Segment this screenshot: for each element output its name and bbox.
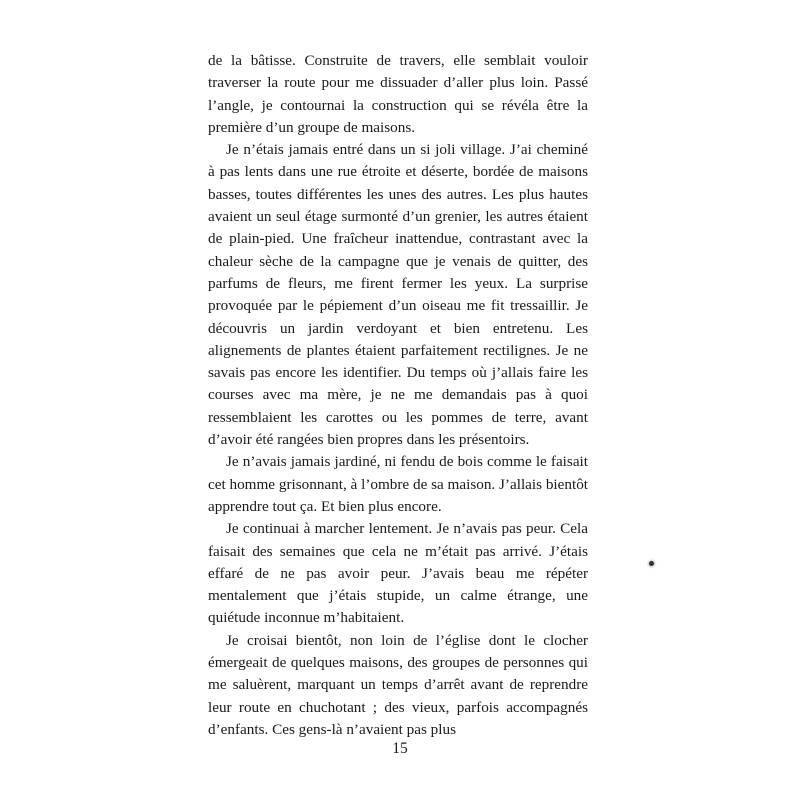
paragraph-2: Je n’étais jamais entré dans un si joli village. J’ai cheminé à pas lents dans une rue étroite et déserte, bordée de maisons basses, toutes différentes les unes des autres. Les plus hautes avaient un seul étage surmonté d’un grenier, les autres étaient de plain-pied. Une fraîcheur inattendue, contrastant avec la chaleur sèche de la campagne que je venais de quitter, des parfums de fleurs, me firent fermer les yeux. La surprise provoquée par le pépiement d’un oiseau me fit tressaillir. Je découvris un jardin verdoyant et bien entretenu. Les alignements de plantes étaient parfaitement rectilignes. Je ne savais pas encore les identifier. Du temps où j’allais faire les courses avec ma mère, je ne me demandais pas à quoi ressemblaient les carottes ou les pommes de terre, avant d’avoir été rangées bien propres dans les présentoirs. [208, 141, 588, 449]
paragraph-3: Je n’avais jamais jardiné, ni fendu de bois comme le faisait cet homme grisonnant, à l’ombre de sa maison. J’allais bientôt apprendre tout ça. Et bien plus encore. [208, 453, 589, 515]
ink-speck [649, 561, 654, 566]
paragraph-4: Je continuai à marcher lentement. Je n’avais pas peur. Cela faisait des semaines que cela ne m’était pas arrivé. J’étais effaré de ne pas avoir peur. J’avais beau me répéter mentalement que j’étais stupide, un calme étrange, une quiétude inconnue m’habitaient. [208, 520, 588, 627]
page-number: 15 [392, 740, 408, 757]
body-text [208, 50, 588, 741]
paragraph-5: Je croisai bientôt, non loin de l’église dont le clocher émergeait de quelques maisons, des groupes de personnes qui me saluèrent, marquant un temps d’arrêt avant de reprendre leur route en chuchotant ; des vieux, parfois accompagnés d’enfants. Ces gens-là n’avaient pas plus [208, 631, 588, 738]
paragraph-1: de la bâtisse. Construite de travers, elle semblait vouloir traverser la route pour me dissuader d’aller plus loin. Passé l’angle, je contournai la construction qui se révéla être la première d’un groupe de maisons. [208, 52, 588, 136]
